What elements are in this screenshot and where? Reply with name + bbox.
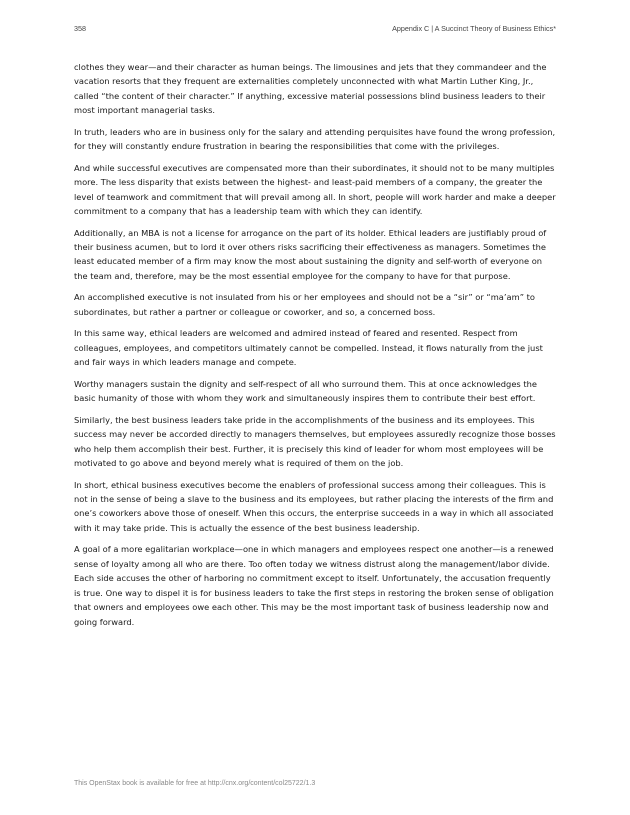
page-footer: This OpenStax book is available for free at http://cnx.org/content/col25722/1.3 (74, 780, 316, 787)
paragraph: Worthy managers sustain the dignity and self-respect of all who surround them. This at once acknowledges the basic humanity of those with whom they work and simultaneously inspires them to contribute their best effort. (74, 378, 538, 404)
body-text (74, 60, 557, 636)
paragraph: In this same way, ethical leaders are welcomed and admired instead of feared and resented. Respect from colleagues, employees, and competitors ultimately cannot be compelled. Instead, it flows naturally from the just and fair ways in which leaders manage and compete. (74, 328, 543, 368)
paragraph: In short, ethical business executives become the enablers of professional success among their colleagues. This is not in the sense of being a slave to the business and its employees, but rather placing the interests of the firm and one’s coworkers above those of oneself. When this occurs, the enterprise succeeds in a way in which all associated with it may take pride. This is actually the essence of the best business leadership. (74, 479, 554, 533)
paragraph: In truth, leaders who are in business only for the salary and attending perquisites have found the wrong profession, for they will constantly endure frustration in bearing the responsibilities that come with the privileges. (74, 126, 556, 152)
paragraph: And while successful executives are compensated more than their subordinates, it should not to be many multiples more. The less disparity that exists between the highest- and least-paid members of a company, the greater the level of teamwork and commitment that will prevail among all. In short, people will work harder and make a deeper commitment to a company that has a leadership team with which they can identify. (74, 162, 556, 217)
paragraph: A goal of a more egalitarian workplace—one in which managers and employees respect one another—is a renewed sense of loyalty among all who are there. Too often today we witness distrust along the management/labor divide. Each side accuses the other of harboring no commitment except to itself. Unfortunately, the accusation frequently is true. One way to dispel it is for business leaders to take the first steps in restoring the broken sense of obligation that owners and employees owe each other. This may be the most important task of business leadership now and going forward. (74, 544, 554, 627)
paragraph: clothes they wear—and their character as human beings. The limousines and jets that they commandeer and the vacation resorts that they frequent are externalities completely unconnected with what Martin Luther King, Jr., called “the content of their character.” If anything, excessive material possessions blind business leaders to their most important managerial tasks. (74, 62, 547, 116)
page-number: 358 (74, 24, 86, 33)
paragraph: Additionally, an MBA is not a license for arrogance on the part of its holder. Ethical leaders are justifiably proud of their business acumen, but to lord it over others risks sacrificing their effectiveness as managers. Sometimes the least educated member of a firm may know the most about sustaining the dignity and self-worth of everyone on the team and, therefore, may be the most essential employee for the company to have for that purpose. (74, 227, 547, 281)
paragraph: Similarly, the best business leaders take pride in the accomplishments of the business and its employees. This success may never be accorded directly to managers themselves, but employees assuredly recognize those bosses who help them accomplish their best. Further, it is precisely this kind of leader for whom most employees will be motivated to go above and beyond merely what is required of them on the job. (74, 414, 556, 469)
running-title: Appendix C | A Succinct Theory of Business Ethics* (392, 24, 556, 33)
paragraph: An accomplished executive is not insulated from his or her employees and should not be a “sir” or “ma’am” to subordinates, but rather a partner or colleague or coworker, and so, a concerned boss. (74, 292, 535, 317)
page-header (74, 24, 556, 36)
